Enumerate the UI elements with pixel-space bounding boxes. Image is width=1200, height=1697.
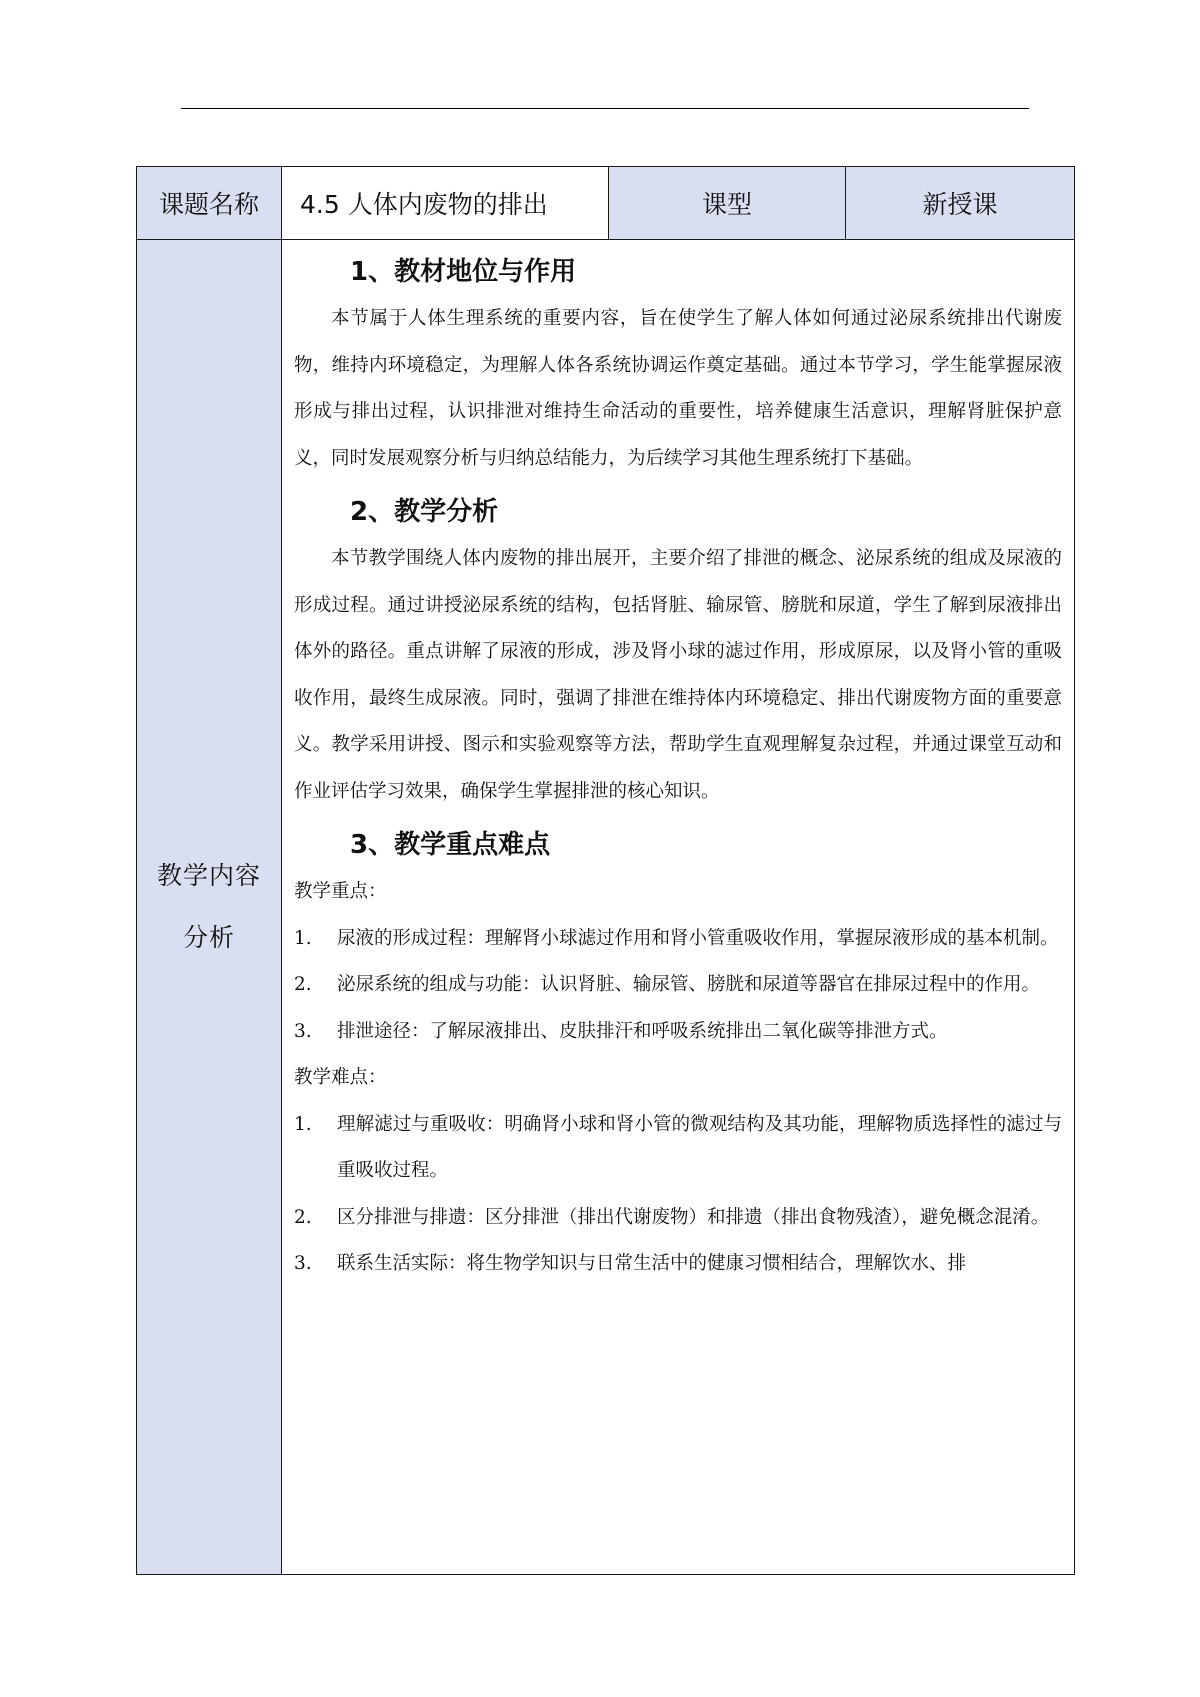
- key-point-text: 泌尿系统的组成与功能：认识肾脏、输尿管、膀胱和尿道等器官在排尿过程中的作用。: [337, 974, 1041, 995]
- key-point-number: 1.: [294, 927, 312, 949]
- key-point-number: 3.: [294, 1020, 312, 1042]
- key-point-text: 尿液的形成过程：理解肾小球滤过作用和肾小管重吸收作用，掌握尿液形成的基本机制。: [337, 927, 1059, 949]
- lesson-plan-table: [136, 166, 1075, 1575]
- section2-heading: 2、教学分析: [350, 497, 499, 527]
- section3-heading: 3、教学重点难点: [350, 830, 551, 860]
- topic-label-cell: 课题名称: [137, 167, 282, 240]
- difficulty-text: 区分排泄与排遗：区分排泄（排出代谢废物）和排遗（排出食物残渣），避免概念混淆。: [337, 1206, 1050, 1228]
- content-analysis-label-line2: 分析: [182, 923, 235, 952]
- lesson-type-label-cell: 课型: [609, 167, 846, 240]
- content-row: [137, 240, 1075, 1575]
- difficulty-number: 1.: [294, 1113, 312, 1135]
- section1-heading: 1、教材地位与作用: [350, 257, 577, 287]
- difficulty-item: [294, 1195, 1062, 1242]
- difficulty-text: 理解滤过与重吸收：明确肾小球和肾小管的微观结构及其功能，理解物质选择性的滤过与重吸收过程。: [337, 1113, 1062, 1181]
- content-body: [282, 240, 1074, 1574]
- content-analysis-label-cell: [137, 240, 282, 1575]
- key-point-item: [294, 962, 1062, 1009]
- key-point-item: [294, 1009, 1062, 1056]
- content-analysis-cell: [282, 240, 1075, 1575]
- key-point-item: [294, 916, 1062, 963]
- section2-paragraph: 本节教学围绕人体内废物的排出展开，主要介绍了排泄的概念、泌尿系统的组成及尿液的形成过程。通过讲授泌尿系统的结构，包括肾脏、输尿管、膀胱和尿道，学生了解到尿液排出体外的路径。重点讲解了尿液的形成，涉及肾小球的滤过作用，形成原尿，以及肾小管的重吸收作用，最终生成尿液。同时，强调了排泄在维持体内环境稳定、排出代谢废物方面的重要意义。教学采用讲授、图示和实验观察等方法，帮助学生直观理解复杂过程，并通过课堂互动和作业评估学习效果，确保学生掌握排泄的核心知识。: [294, 548, 1062, 802]
- difficulties-label: 教学难点：: [294, 1067, 387, 1088]
- header-row: [137, 167, 1075, 240]
- header-rule: [181, 108, 1029, 109]
- difficulty-text: 联系生活实际：将生物学知识与日常生活中的健康习惯相结合，理解饮水、排: [337, 1253, 967, 1274]
- difficulty-item: [294, 1241, 1062, 1288]
- difficulty-item: [294, 1102, 1062, 1195]
- content-analysis-label-line1: 教学内容: [156, 861, 261, 890]
- difficulty-number: 2.: [294, 1206, 312, 1228]
- difficulty-number: 3.: [294, 1253, 312, 1274]
- section1-paragraph: 本节属于人体生理系统的重要内容，旨在使学生了解人体如何通过泌尿系统排出代谢废物，维持内环境稳定，为理解人体各系统协调运作奠定基础。通过本节学习，学生能掌握尿液形成与排出过程，认识排泄对维持生命活动的重要性，培养健康生活意识，理解肾脏保护意义，同时发展观察分析与归纳总结能力，为后续学习其他生理系统打下基础。: [294, 308, 1062, 469]
- key-point-text: 排泄途径：了解尿液排出、皮肤排汗和呼吸系统排出二氧化碳等排泄方式。: [337, 1020, 948, 1042]
- key-points-label: 教学重点：: [294, 881, 387, 902]
- topic-title-cell: 4.5 人体内废物的排出: [282, 167, 609, 240]
- lesson-type-value-cell: 新授课: [846, 167, 1075, 240]
- key-point-number: 2.: [294, 974, 312, 995]
